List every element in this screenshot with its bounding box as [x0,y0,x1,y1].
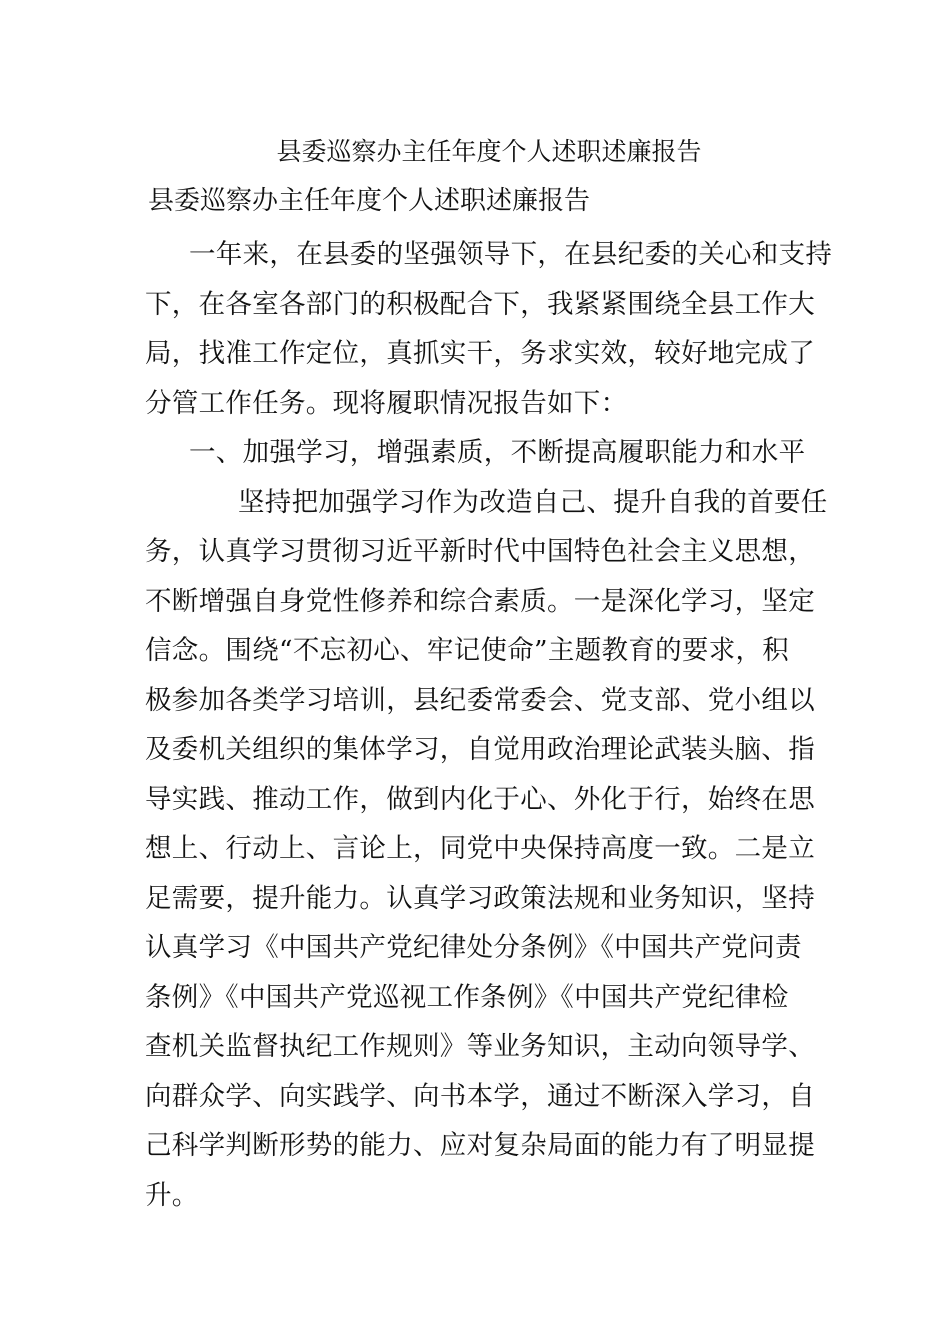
paragraph-line: 向群众学、向实践学、向书本学，通过不断深入学习，自 [145,1080,815,1112]
document-subtitle: 县委巡察办主任年度个人述职述廉报告 [148,186,591,216]
paragraph-line: 不断增强自身党性修养和综合素质。一是深化学习，坚定 [145,585,815,617]
paragraph-line: 务，认真学习贯彻习近平新时代中国特色社会主义思想， [145,536,815,567]
paragraph-line: 认真学习《中国共产党纪律处分条例》《中国共产党问责 [145,932,802,963]
paragraph-line: 足需要，提升能力。认真学习政策法规和业务知识，坚持 [145,882,815,914]
paragraph-line: 及委机关组织的集体学习，自觉用政治理论武装头脑、指 [145,734,815,765]
paragraph-line: 坚持把加强学习作为改造自己、提升自我的首要任 [238,486,828,518]
paragraph-line: 极参加各类学习培训，县纪委常委会、党支部、党小组以 [145,684,815,716]
paragraph-line: 查机关监督执纪工作规则》等业务知识，主动向领导学、 [145,1031,815,1062]
document-title: 县委巡察办主任年度个人述职述廉报告 [276,137,702,166]
paragraph-line: 己科学判断形势的能力、应对复杂局面的能力有了明显提 [145,1130,815,1161]
document-body [145,230,833,1220]
paragraph-line: 一年来，在县委的坚强领导下，在县纪委的关心和支持 [189,239,833,270]
paragraph-line: 下，在各室各部门的积极配合下，我紧紧围绕全县工作大 [145,288,815,320]
paragraph-line: 分管工作任务。现将履职情况报告如下： [145,387,628,419]
paragraph-line: 升。 [145,1179,199,1211]
paragraph-line: 条例》《中国共产党巡视工作条例》《中国共产党纪律检 [145,981,789,1013]
paragraph-line: 导实践、推动工作，做到内化于心、外化于行，始终在思 [145,783,815,815]
paragraph-line: 信念。围绕“不忘初心、牢记使命”主题教育的要求，积 [145,635,790,666]
section-heading: 一、加强学习，增强素质，不断提高履职能力和水平 [189,437,806,468]
paragraph-line: 局，找准工作定位，真抓实干，务求实效，较好地完成了 [145,338,815,369]
paragraph-line: 想上、行动上、言论上，同党中央保持高度一致。二是立 [145,833,815,864]
